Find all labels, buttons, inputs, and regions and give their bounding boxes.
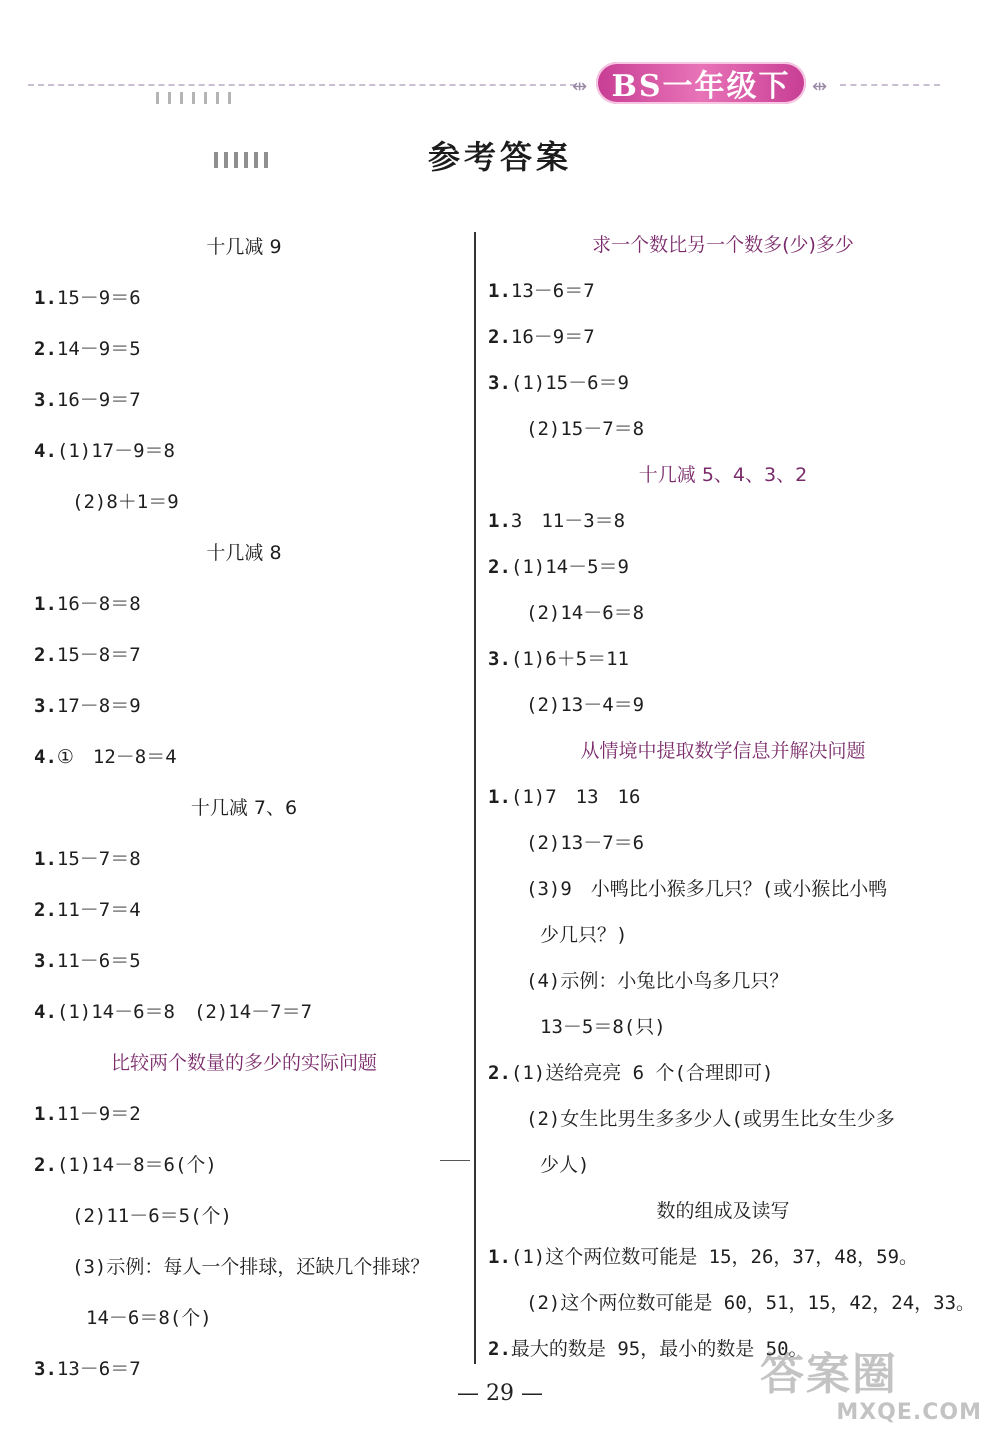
- question-number: 1.: [488, 786, 511, 808]
- question-number: 1.: [34, 287, 57, 309]
- watermark-text: 答案圈: [760, 1349, 898, 1400]
- question-number: 4.: [34, 440, 57, 462]
- grade-badge: [596, 62, 806, 104]
- answer-line: [488, 1234, 958, 1280]
- question-number: 3.: [488, 648, 511, 670]
- header-dashed-rule: [28, 84, 576, 86]
- header-dashed-rule: [840, 84, 940, 86]
- answer-text: 16－9＝7: [56, 389, 141, 411]
- answer-line: [488, 360, 958, 406]
- answer-line: [34, 987, 454, 1038]
- answer-text: 11－7＝4: [56, 899, 141, 921]
- section-heading: 十几减 7、6: [190, 797, 298, 819]
- answer-text: 16－9＝7: [510, 326, 595, 348]
- divider-dash: [440, 1160, 470, 1161]
- question-number: 2.: [34, 899, 57, 921]
- answer-line: [488, 406, 958, 452]
- answer-text: (2)14－6＝8: [526, 602, 645, 624]
- question-number: 2.: [34, 1154, 57, 1176]
- answer-text: 少人): [540, 1154, 590, 1176]
- answer-line: [488, 590, 958, 636]
- question-number: 3.: [34, 950, 57, 972]
- answer-text: 13－5＝8(只): [540, 1016, 666, 1038]
- arrow-ornament-icon: ⇹: [812, 76, 828, 97]
- answer-text: 11－6＝5: [56, 950, 141, 972]
- question-number: 3.: [488, 372, 511, 394]
- answer-text: (2)8＋1＝9: [72, 491, 179, 513]
- answer-text: 14－9＝5: [56, 338, 141, 360]
- answer-text: 13－6＝7: [510, 280, 595, 302]
- answer-text: 少几只？): [540, 924, 628, 946]
- answer-text: 17－8＝9: [56, 695, 141, 717]
- answer-text: (3)示例：每人一个排球，还缺几个排球？: [72, 1256, 430, 1278]
- answer-line: [34, 936, 454, 987]
- question-number: 1.: [488, 280, 511, 302]
- column-divider: [474, 232, 476, 1364]
- answer-line: [488, 820, 958, 866]
- section-heading: 十几减 8: [206, 542, 282, 564]
- answer-text: (2)15－7＝8: [526, 418, 645, 440]
- answer-line: [34, 630, 454, 681]
- answer-text: (1)这个两位数可能是 15，26，37，48，59。: [510, 1246, 919, 1268]
- answer-line: [34, 426, 454, 477]
- answer-line: [488, 1004, 958, 1050]
- answer-text: (2)11－6＝5(个): [72, 1205, 232, 1227]
- answer-line: [34, 1293, 454, 1344]
- answer-line: [488, 498, 958, 544]
- answer-text: 15－8＝7: [56, 644, 141, 666]
- section-heading: 十几减 5、4、3、2: [638, 464, 808, 486]
- answer-line: [34, 732, 454, 783]
- answer-text: (1)14－6＝8 (2)14－7＝7: [56, 1001, 313, 1023]
- answer-text: (2)13－4＝9: [526, 694, 645, 716]
- answer-line: [34, 477, 454, 528]
- question-number: 2.: [34, 644, 57, 666]
- section-heading: 数的组成及读写: [656, 1200, 790, 1222]
- answer-line: [34, 273, 454, 324]
- answer-line: [34, 579, 454, 630]
- watermark-url: MXQE.COM: [836, 1400, 982, 1425]
- answer-line: [488, 1142, 958, 1188]
- question-number: 2.: [488, 556, 511, 578]
- answer-text: 16－8＝8: [56, 593, 141, 615]
- answer-text: (1)17－9＝8: [56, 440, 175, 462]
- answer-line: [488, 958, 958, 1004]
- answer-line: [34, 324, 454, 375]
- answer-text: (1)15－6＝9: [510, 372, 629, 394]
- left-answer-column: [34, 222, 454, 1395]
- answer-text: (1)14－5＝9: [510, 556, 629, 578]
- question-number: 4.: [34, 1001, 57, 1023]
- answer-line: [34, 1242, 454, 1293]
- question-number: 2.: [488, 1338, 511, 1360]
- page-number: — 29 —: [457, 1381, 543, 1406]
- page-title: 参考答案: [427, 138, 572, 176]
- answer-text: 11－9＝2: [56, 1103, 141, 1125]
- answer-line: [488, 774, 958, 820]
- answer-text: (3)9 小鸭比小猴多几只？(或小猴比小鸭: [526, 878, 888, 900]
- question-number: 2.: [488, 326, 511, 348]
- scan-smudge: [156, 92, 236, 104]
- answer-line: [34, 1140, 454, 1191]
- watermark-logo: [760, 1350, 988, 1436]
- answer-text: (2)这个两位数可能是 60，51，15，42，24，33。: [526, 1292, 976, 1314]
- answer-line: [34, 681, 454, 732]
- answer-line: [34, 1191, 454, 1242]
- answer-text: (1)6＋5＝11: [510, 648, 629, 670]
- answer-line: [34, 375, 454, 426]
- answer-text: (2)女生比男生多多少人(或男生比女生少多: [526, 1108, 895, 1130]
- answer-text: 15－9＝6: [56, 287, 141, 309]
- answer-line: [488, 1050, 958, 1096]
- question-number: 1.: [34, 593, 57, 615]
- answer-line: [34, 885, 454, 936]
- answer-line: [488, 682, 958, 728]
- section-heading: 从情境中提取数学信息并解决问题: [580, 740, 866, 762]
- answer-line: [34, 834, 454, 885]
- answer-line: [488, 544, 958, 590]
- arrow-ornament-icon: ⇹: [572, 76, 588, 97]
- question-number: 1.: [488, 1246, 511, 1268]
- question-number: 4.: [34, 746, 57, 768]
- question-number: 2.: [488, 1062, 511, 1084]
- question-number: 3.: [34, 1358, 57, 1380]
- section-heading: 比较两个数量的多少的实际问题: [110, 1052, 377, 1074]
- answer-text: (4)示例：小兔比小鸟多几只？: [526, 970, 789, 992]
- question-number: 2.: [34, 338, 57, 360]
- question-number: 3.: [34, 389, 57, 411]
- answer-line: [488, 866, 958, 912]
- right-answer-column: [488, 222, 976, 1372]
- question-number: 1.: [488, 510, 511, 532]
- answer-line: [488, 636, 958, 682]
- section-heading: 十几减 9: [206, 236, 282, 258]
- answer-text: 最大的数是 95，最小的数是 50。: [510, 1338, 808, 1360]
- answer-line: [488, 1280, 976, 1326]
- answer-text: 14－6＝8(个): [86, 1307, 212, 1329]
- answer-line: [488, 1096, 958, 1142]
- answer-text: (1)7 13 16: [510, 786, 641, 808]
- answer-text: (1)14－8＝6(个): [56, 1154, 217, 1176]
- answer-text: 15－7＝8: [56, 848, 141, 870]
- answer-text: (1)送给亮亮 6 个(合理即可): [510, 1062, 774, 1084]
- question-number: 1.: [34, 848, 57, 870]
- answer-line: [488, 912, 958, 958]
- section-heading: 求一个数比另一个数多(少)多少: [592, 234, 854, 256]
- question-number: 1.: [34, 1103, 57, 1125]
- answer-line: [34, 1089, 454, 1140]
- grade-badge-text: BS一年级下: [611, 69, 791, 104]
- answer-text: 13－6＝7: [56, 1358, 141, 1380]
- answer-text: ① 12－8＝4: [56, 746, 177, 768]
- answer-line: [488, 268, 958, 314]
- answer-line: [488, 314, 958, 360]
- answer-text: (2)13－7＝6: [526, 832, 645, 854]
- question-number: 3.: [34, 695, 57, 717]
- answer-text: 3 11－3＝8: [510, 510, 626, 532]
